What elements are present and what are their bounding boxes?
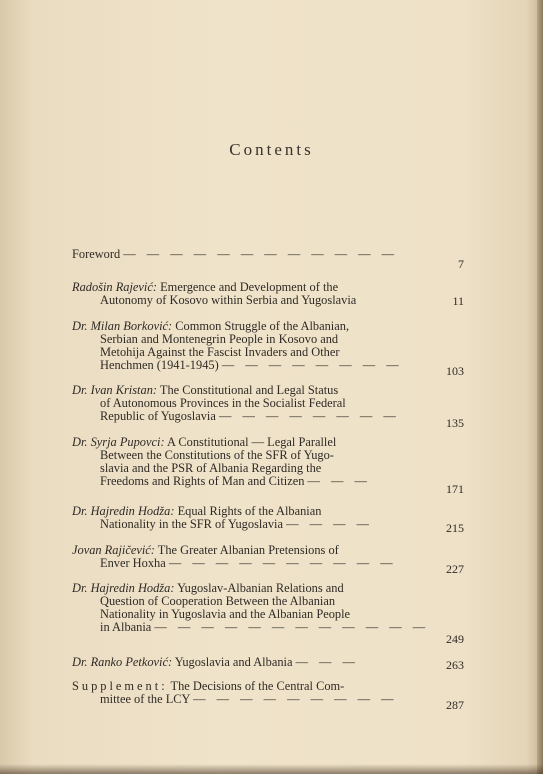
entry-title-line: Yugoslavia and Albania	[174, 655, 293, 669]
entry-title-line: Nationality in Yugoslavia and the Albanian People	[100, 607, 351, 621]
entry-title-line: mittee of the LCY	[100, 692, 191, 706]
page-number: 215	[446, 521, 464, 535]
page-shadow	[0, 764, 543, 774]
entry-title-line: Metohija Against the Fascist Invaders and Other	[100, 345, 340, 359]
entry-title-line: Emergence and Development of the	[160, 280, 339, 294]
entry-title-line: Henchmen (1941-1945)	[100, 358, 219, 372]
leader-dashes: — — — —	[286, 517, 373, 531]
page-number: 171	[446, 482, 464, 496]
entry-title-line: Serbian and Montenegrin People in Kosovo and	[100, 332, 339, 346]
page-number: 263	[446, 658, 464, 672]
toc-entry	[72, 581, 464, 646]
leader-dashes: — — — — — — — —	[218, 409, 400, 423]
page-number: 249	[446, 632, 464, 646]
entry-title-line: The Greater Albanian Pretensions of	[157, 543, 339, 557]
entry-title-line: A Constitutional — Legal Parallel	[167, 435, 337, 449]
toc-entry	[72, 435, 464, 496]
entry-title-line: Freedoms and Rights of Man and Citizen	[100, 474, 305, 488]
entry-author: Jovan Rajičević:	[72, 543, 155, 557]
page-number: 11	[452, 294, 464, 308]
entry-author: Dr. Ranko Petković:	[72, 655, 173, 669]
entry-author: Dr. Hajredin Hodža:	[72, 581, 175, 595]
entry-title-line: Republic of Yugoslavia	[100, 409, 216, 423]
page-number: 103	[446, 364, 464, 378]
toc-entry	[72, 383, 464, 430]
entry-author: Dr. Hajredin Hodža:	[72, 504, 175, 518]
entry-author: Supplement:	[72, 679, 168, 693]
page-number: 287	[446, 698, 464, 712]
entry-title-line: The Decisions of the Central Com-	[170, 679, 345, 693]
entry-author: Radošin Rajević:	[72, 280, 157, 294]
leader-dashes: — — —	[307, 474, 371, 488]
entry-author: Dr. Milan Borković:	[72, 319, 173, 333]
entry-title-line: Common Struggle of the Albanian,	[175, 319, 350, 333]
entry-title-line: of Autonomous Provinces in the Socialist Federal	[100, 396, 346, 410]
entry-title-line: slavia and the PSR of Albania Regarding the	[100, 461, 322, 475]
entry-title-line: Autonomy of Kosovo within Serbia and Yugoslavia	[100, 293, 357, 307]
entry-author: Dr. Ivan Kristan:	[72, 383, 158, 397]
entry-title-line: Between the Constitutions of the SFR of Yugo-	[100, 448, 334, 462]
leader-dashes: — — — — — — — —	[221, 358, 403, 372]
entry-title-line: Equal Rights of the Albanian	[177, 504, 322, 518]
toc-entry	[72, 679, 464, 712]
entry-title-line: The Constitutional and Legal Status	[159, 383, 339, 397]
leader-dashes: — — — — — — — — —	[193, 692, 398, 706]
leader-dashes: — — — — — — — — — — — —	[123, 247, 399, 261]
toc-entry	[72, 543, 464, 576]
entry-title-line: in Albania	[100, 620, 152, 634]
entry-author: Dr. Syrja Pupovci:	[72, 435, 165, 449]
toc-entry	[72, 504, 464, 535]
entry-title-line: Enver Hoxha	[100, 556, 166, 570]
page-number: 7	[458, 257, 464, 271]
page-title: Contents	[229, 140, 314, 159]
leader-dashes: — — —	[295, 655, 359, 669]
toc-entry	[72, 281, 464, 307]
entry-title-line: Yugoslav-Albanian Relations and	[177, 581, 344, 595]
entry-title-line: Foreword	[72, 247, 121, 261]
leader-dashes: — — — — — — — — — —	[168, 556, 397, 570]
entry-title-line: Question of Cooperation Between the Albanian	[100, 594, 336, 608]
leader-dashes: — — — — — — — — — — — —	[154, 620, 430, 634]
toc-entry	[72, 247, 464, 271]
page-number: 135	[446, 416, 464, 430]
toc-entry	[72, 319, 464, 378]
page-number: 227	[446, 562, 464, 576]
entry-title-line: Nationality in the SFR of Yugoslavia	[100, 517, 283, 531]
toc-entry	[72, 655, 464, 672]
